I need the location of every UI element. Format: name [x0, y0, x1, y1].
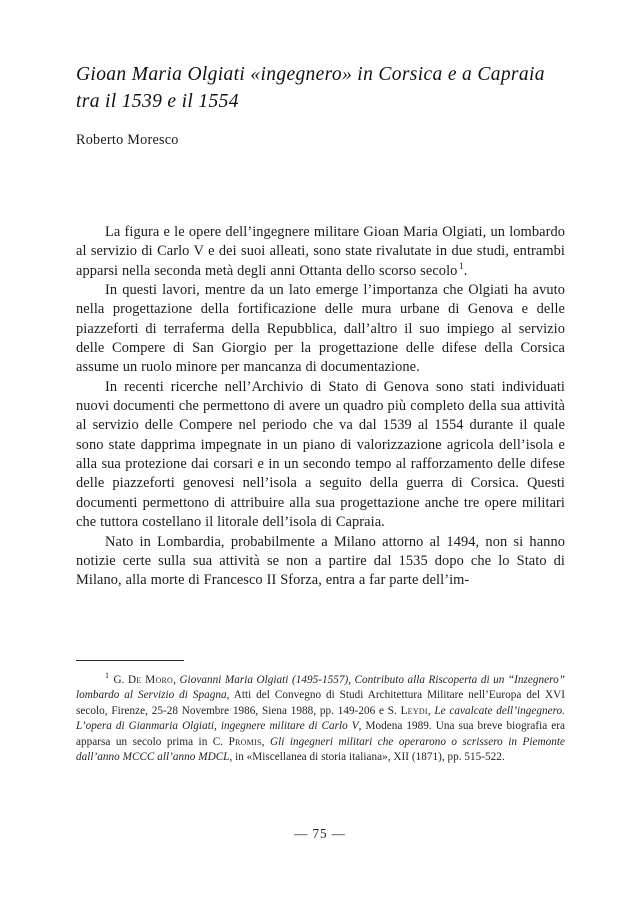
footnote-reference-marker[interactable]: 1 — [458, 261, 464, 272]
footnote-segment-roman: , Atti del Convegno di Studi Architettura Militare nell’Europa del XVI secolo, Firenze, 25-28 Novembre 1986, Siena 1988, pp. 149-206 e S. — [76, 689, 565, 717]
paragraph — [76, 223, 565, 281]
title-block — [76, 0, 565, 149]
footnote-segment-italic: Giovanni Maria Olgiati (1495-1557), Contributo alla Riscoperta di un “Inzegnero” lombardo al Servizio di Spagna — [76, 674, 565, 702]
footnote-segment-roman: , — [261, 735, 270, 748]
footnote-number: 1 — [105, 671, 110, 681]
footnote-separator-rule — [76, 660, 184, 661]
footnote-segment-italic: Gli ingegneri militari che operarono o scrissero in Piemonte dall’anno MCCC all’anno MDCL — [76, 735, 565, 764]
paragraph — [76, 533, 565, 591]
author-name: Roberto Moresco — [76, 132, 179, 148]
paragraph — [76, 281, 565, 378]
footnote-segment-roman: , in «Miscellanea di storia italiana», XII (1871), pp. 515-522. — [229, 751, 505, 764]
footnote-body — [76, 674, 565, 763]
paragraph-text: La figura e le opere dell’ingegnere militare Gioan Maria Olgiati, un lombardo al servizio di Carlo V e dei suoi alleati, sono state rivalutate in due studi, entrambi apparsi nella seconda metà degli anni Ottanta dello scorso secolo — [76, 224, 565, 279]
page-title: Gioan Maria Olgiati «ingegnero» in Corsica e a Capraia tra il 1539 e il 1554 — [76, 64, 545, 112]
body-text — [76, 223, 565, 591]
paragraph — [76, 378, 565, 533]
footnote-segment-roman: G. — [110, 674, 129, 686]
footnote-segment-roman: , — [173, 674, 180, 686]
footnote-segment-italic: Le cavalcate dell’ingegnero. L’opera di Gianmaria Olgiati, ingegnere militare di Carlo V — [76, 704, 565, 733]
footnote-segment-smallcaps: Promis — [228, 735, 262, 748]
page-content — [76, 0, 565, 591]
paragraph-text: In questi lavori, mentre da un lato emerge l’importanza che Olgiati ha avuto nella progettazione della fortificazione delle mura urbane di Genova e delle piazzeforti di terraferma della Repubblica, dall’altro il suo impiego al servizio delle Compere di San Giorgio per la progettazione delle difese della Corsica assume un ruolo minore per mancanza di documentazione. — [76, 282, 565, 376]
paragraph-text: Nato in Lombardia, probabilmente a Milano attorno al 1494, non si hanno notizie certe sulla sua attività se non a partire dal 1535 dopo che lo Stato di Milano, alla morte di Francesco II Sforza, entra a far parte dell’im- — [76, 533, 565, 589]
page-number: — 75 — — [294, 826, 346, 841]
paragraph-text: In recenti ricerche nell’Archivio di Stato di Genova sono stati individuati nuovi documenti che permettono di avere un quadro più completo della sua attività al servizio delle Compere nel periodo che va dal 1539 al 1554 durante il quale sono state dapprima impegnate in un piano di valorizzazione agricola dell’isola e alla sua protezione dai corsari e in un secondo tempo al rafforzamento delle difese delle piazzeforti genovesi nell’isola a seguito della guerra di Corsica. Questi documenti permettono di attribuire alla sua progettazione anche tre opere militari che tuttora costellano il litorale dell’isola di Capraia. — [76, 378, 565, 531]
footnote-segment-roman: , Modena 1989. Una sua breve biografia era apparsa un secolo prima in C. — [76, 720, 565, 748]
footnote-entry — [76, 673, 565, 765]
paragraph-text-tail: . — [463, 262, 468, 279]
footnote-segment-roman: , — [427, 704, 435, 717]
footnote-segment-smallcaps: Leydi — [400, 704, 428, 717]
footnote-segment-smallcaps: De Moro — [128, 674, 174, 686]
footnote-area — [76, 660, 565, 765]
